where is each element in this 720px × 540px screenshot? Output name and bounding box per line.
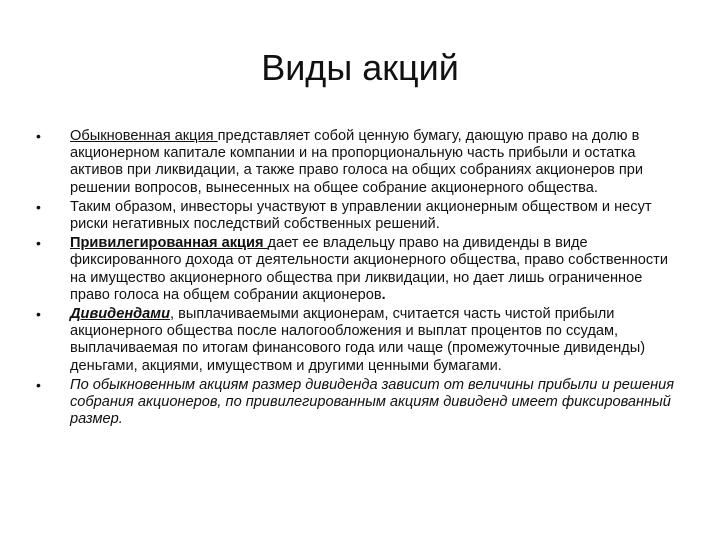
list-item — [36, 235, 682, 304]
slide-title: Виды акций — [261, 47, 459, 88]
item-text: По обыкновенным акциям размер дивиденда зависит от величины прибыли и решения собрания акционеров, по привилегированным акциям дивиденд имеет фиксированный размер. — [70, 376, 675, 428]
item-text: , выплачиваемыми акционерам, считается часть чистой прибыли акционерного общества после налогообложения и выплат процентов по ссудам, выплачиваемая по итогам финансового года или чаще (промежуточные дивиденды) деньгами, акциями, имуществом и другими ценными бумагами. — [70, 306, 646, 374]
bullet-list — [36, 128, 682, 430]
list-item — [36, 306, 682, 375]
term-dividends: Дивидендами — [70, 306, 170, 323]
term-preferred-share: Привилегированная акция — [70, 235, 268, 252]
list-item — [36, 128, 682, 197]
item-text: дает ее владельцу право на дивиденды в виде фиксированного дохода от деятельности акционерного общества, право собственности на имущество акционерного общества при ликвидации, но дает лишь ограниченное право голоса на общем собрании акционеров — [70, 235, 669, 303]
item-end: . — [381, 286, 386, 303]
bullet-icon: • — [36, 235, 41, 252]
item-text: представляет собой ценную бумагу, дающую право на долю в акционерном капитале компании и на пропорциональную часть прибыли и остатка активов при ликвидации, а также право голоса на общих собраниях акционеров при решении вопросов, вынесенных на общее собрание акционерного общества. — [70, 128, 644, 196]
list-item — [36, 199, 682, 233]
bullet-icon: • — [36, 376, 41, 393]
bullet-icon: • — [36, 128, 41, 144]
list-item — [36, 377, 682, 429]
item-text: Таким образом, инвесторы участвуют в управлении акционерным обществом и несут риски негативных последствий собственных решений. — [70, 198, 652, 233]
bullet-icon: • — [36, 306, 41, 323]
bullet-icon: • — [36, 198, 41, 215]
term-ordinary-share: Обыкновенная акция — [70, 128, 218, 144]
